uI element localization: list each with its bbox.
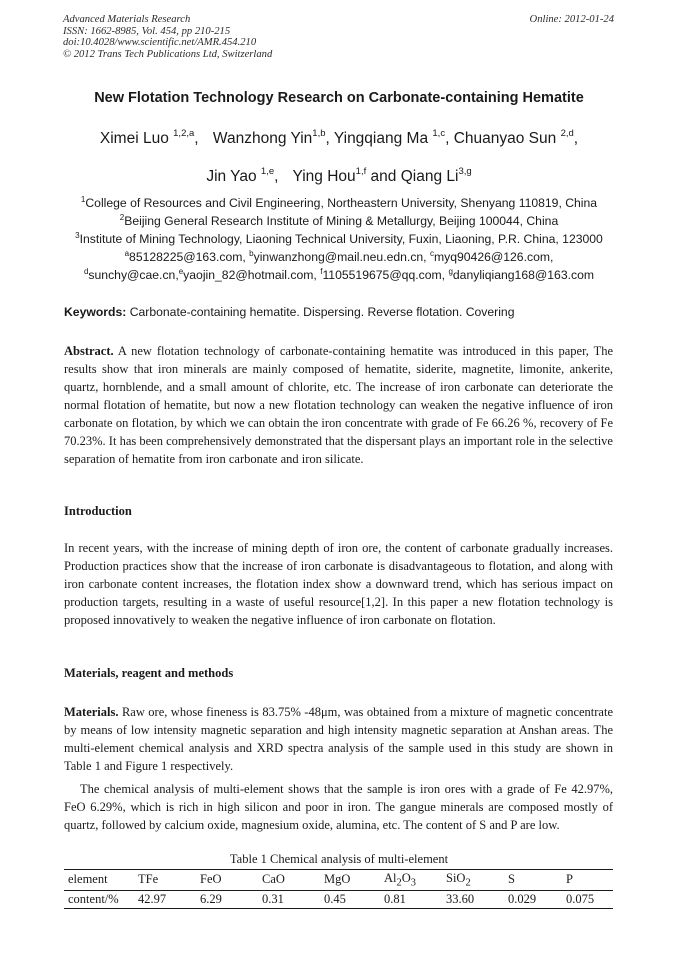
keywords-label: Keywords:: [64, 305, 127, 319]
email-address[interactable]: 85128225@163.com,: [129, 250, 246, 264]
email-line-2: [0, 268, 678, 282]
chemical-analysis-table: [64, 869, 613, 909]
table-cell: 0.81: [380, 890, 442, 908]
author-affiliation-mark: 1,2,a: [173, 128, 195, 139]
running-header: [63, 14, 614, 60]
email-address[interactable]: yaojin_82@hotmail.com,: [183, 268, 317, 282]
analysis-paragraph: The chemical analysis of multi-element shows that the sample is iron ores with a grade of Fe 42.97%, FeO 6.29%, which is rich in high silicon and poor in iron. The gangue minerals are composed mostly of quartz, followed by calcium oxide, magnesium oxide, alumina, etc. The content of S and P are low.: [64, 782, 613, 832]
affiliation-3: [0, 232, 678, 246]
table-header-cell: TFe: [134, 870, 196, 891]
email-mark: b: [249, 249, 254, 258]
author-affiliation-mark: 1,e: [260, 166, 275, 177]
doi-line: doi:10.4028/www.scientific.net/AMR.454.210: [63, 37, 257, 49]
email-line-1: [0, 250, 678, 264]
affiliation-text: College of Resources and Civil Engineering, Northeastern University, Shenyang 110819, China: [85, 196, 598, 210]
table-cell: 0.31: [258, 890, 320, 908]
author-separator: ,: [325, 130, 330, 147]
table-header-cell: S: [504, 870, 562, 891]
author-affiliation-mark: 1,b: [312, 128, 326, 139]
author-name: Yingqiang Ma: [333, 130, 429, 147]
email-mark: a: [124, 249, 130, 258]
table-cell: 42.97: [134, 890, 196, 908]
author-affiliation-mark: 1,f: [355, 166, 367, 177]
affiliation-text: Institute of Mining Technology, Liaoning Technical University, Fuxin, Liaoning, P.R. China, 123000: [79, 232, 603, 246]
author-separator: ,: [573, 130, 579, 147]
online-date: Online: 2012-01-24: [529, 14, 614, 25]
table-header-cell: element: [64, 870, 134, 891]
author-affiliation-mark: 3,g: [458, 166, 472, 177]
affiliation-text: Beijing General Research Institute of Mining & Metallurgy, Beijing 100044, China: [124, 214, 559, 228]
table-cell: content/%: [64, 890, 134, 908]
table-header-cell: FeO: [196, 870, 258, 891]
table-cell: 0.029: [504, 890, 562, 908]
copyright-line: © 2012 Trans Tech Publications Ltd, Switzerland: [63, 48, 273, 60]
table-header-cell: MgO: [320, 870, 380, 891]
author-line-2: [0, 168, 678, 186]
abstract-text: A new flotation technology of carbonate-containing hematite was introduced in this paper, The results show that iron minerals are mainly composed of hematite, siderite, magnetite, limonite, ankerite, quartz, hornblende, and a small amount of chlorite, etc. The increase of iron carbonate can deteriorate the normal flotation of hematite, but now a new flotation technology can weaken the negative influence of iron carbonate on flotation, by which we can obtain the iron concentrate with grade of Fe 66.26 %, recovery of Fe 70.23%. It has been comprehensively demonstrated that the dispersant plays an important role in the selective separation of hematite from iron carbonate and iron silicate.: [64, 344, 613, 466]
email-address[interactable]: yinwanzhong@mail.neu.edn.cn,: [253, 250, 427, 264]
formula-subscript: 2: [396, 877, 402, 889]
email-mark: d: [83, 267, 89, 276]
email-address[interactable]: sunchy@cae.cn,: [88, 268, 179, 282]
formula-part: SiO: [446, 871, 466, 885]
affiliation-mark: 3: [75, 231, 80, 240]
keywords-text: Carbonate-containing hematite. Dispersing. Reverse flotation. Covering: [129, 305, 515, 319]
author-separator: ,: [194, 130, 199, 147]
materials-paragraph: [64, 703, 613, 775]
materials-text: Raw ore, whose fineness is 83.75% -48μm, was obtained from a mixture of magnetic concentrate by means of low intensity magnetic separation and high intensity magnetic separation at Anshan areas. The multi-element chemical analysis and XRD spectra analysis of the sample used in this study are shown in Table 1 and Figure 1 respectively.: [64, 705, 613, 773]
paper-title: New Flotation Technology Research on Carbonate-containing Hematite: [94, 90, 584, 106]
affiliation-mark: 1: [80, 195, 86, 204]
table-caption: Table 1 Chemical analysis of multi-element: [229, 852, 449, 866]
table-cell: 0.075: [562, 890, 613, 908]
formula-subscript: 3: [410, 877, 416, 889]
email-address[interactable]: myq90426@126.com,: [433, 250, 554, 264]
journal-name: Advanced Materials Research: [63, 14, 191, 25]
introduction-paragraph: In recent years, with the increase of mining depth of iron ore, the content of carbonate gradually increases. Production practices show that the increase of iron carbonate is disadvantageous to flotation, and along with iron carbonate content increases, the flotation index show a downward trend, which has serious impact on production targets, resulting in a waste of useful resource[1,2]. In this paper a new flotation technology is proposed innovatively to weaken the negative influence of iron carbonate on flotation.: [64, 541, 613, 627]
formula-part: O: [401, 871, 411, 885]
author-name: Wanzhong Yin: [212, 130, 313, 147]
table-header-cell: P: [562, 870, 613, 891]
author-affiliation-mark: 1,c: [432, 128, 446, 139]
author-name: Ximei Luo: [99, 130, 169, 147]
abstract-label: Abstract.: [64, 344, 114, 358]
email-mark: c: [429, 249, 434, 258]
table-header-cell: [442, 870, 504, 891]
author-name: Chuanyao Sun: [453, 130, 557, 147]
author-name: Qiang Li: [400, 168, 459, 185]
email-address[interactable]: danyliqiang168@163.com: [452, 268, 595, 282]
author-separator: and: [370, 168, 397, 185]
keywords: [64, 305, 624, 319]
table-header-cell: CaO: [258, 870, 320, 891]
formula-part: Al: [384, 871, 397, 885]
section-heading-introduction: Introduction: [64, 504, 132, 518]
issn-line: ISSN: 1662-8985, Vol. 454, pp 210-215: [63, 25, 231, 37]
abstract: [64, 342, 613, 468]
table-header-cell: [380, 870, 442, 891]
table-row: [64, 890, 613, 908]
author-name: Jin Yao: [206, 168, 257, 185]
author-name: Ying Hou: [292, 168, 356, 185]
table-cell: 6.29: [196, 890, 258, 908]
author-separator: ,: [445, 130, 450, 147]
email-address[interactable]: 1105519675@qq.com,: [322, 268, 446, 282]
table-cell: 0.45: [320, 890, 380, 908]
author-separator: ,: [274, 168, 279, 185]
email-mark: f: [320, 267, 323, 276]
materials-label: Materials.: [64, 705, 119, 719]
affiliation-mark: 2: [119, 213, 125, 222]
affiliation-2: [0, 214, 678, 228]
formula-subscript: 2: [465, 877, 471, 889]
section-heading-methods: Materials, reagent and methods: [64, 666, 234, 680]
author-line-1: [0, 130, 678, 148]
email-mark: g: [448, 267, 453, 276]
affiliation-1: [0, 196, 678, 210]
table-cell: 33.60: [442, 890, 504, 908]
table-header-row: [64, 870, 613, 891]
email-mark: e: [178, 267, 184, 276]
author-affiliation-mark: 2,d: [560, 128, 574, 139]
